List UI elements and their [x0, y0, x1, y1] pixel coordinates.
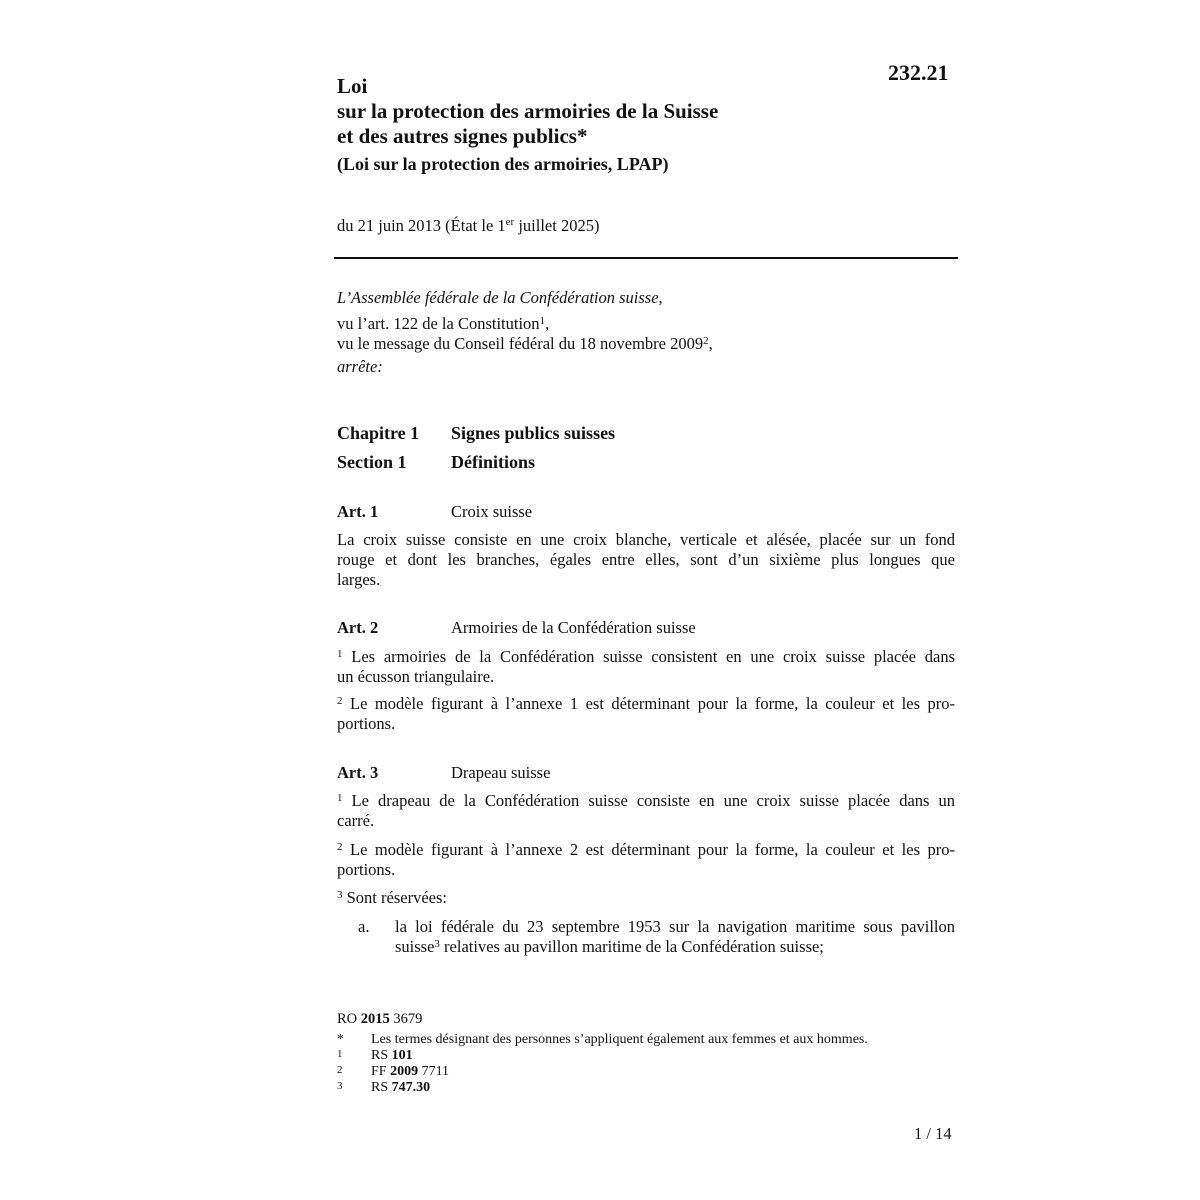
text-line: carré. — [337, 811, 375, 830]
article-paragraph — [337, 530, 955, 590]
paragraph-text: Le drapeau de la Confédération suisse consiste en une croix suisse placée dans un — [342, 791, 955, 810]
footnote-mark: * — [337, 1032, 344, 1047]
text-line — [337, 647, 955, 667]
ro-text: RO — [337, 1011, 361, 1027]
footnote-mark: 3 — [337, 1080, 343, 1092]
article-paragraph — [337, 888, 955, 908]
short-title: (Loi sur la protection des armoiries, LPAP) — [337, 154, 669, 174]
text-line: rouge et dont les branches, égales entre elles, sont d’un sixième plus longues que — [337, 550, 955, 569]
footnote-text-part: 7711 — [418, 1064, 450, 1079]
footnote-text — [371, 1064, 449, 1080]
ro-reference — [337, 1011, 422, 1028]
page-number: 1 / 14 — [914, 1124, 952, 1143]
paragraph-number: 1 — [337, 792, 343, 804]
sr-number: 232.21 — [888, 60, 949, 85]
date-superscript: er — [505, 216, 515, 228]
text-line — [337, 888, 955, 908]
law-title — [337, 74, 857, 149]
article-paragraph — [337, 694, 955, 734]
paragraph-number: 2 — [337, 695, 343, 707]
text-line: larges. — [337, 570, 381, 589]
footnote-text — [371, 1048, 413, 1064]
preamble-text: vu l’art. 122 de la Constitution — [337, 314, 540, 333]
footnote-bold[interactable]: 747.30 — [391, 1080, 431, 1095]
text-line: La croix suisse consiste en une croix blanche, verticale et alésée, placée sur un fond — [337, 530, 955, 549]
footnote-text — [371, 1032, 868, 1048]
article-title: Croix suisse — [451, 502, 533, 521]
paragraph-text: Les armoiries de la Confédération suisse consistent en une croix suisse placée dans — [342, 647, 955, 666]
date-text-end: juillet 2025) — [514, 216, 600, 235]
list-item-body — [395, 917, 955, 957]
footnote-ref[interactable]: 2 — [703, 335, 709, 347]
date-text: du 21 juin 2013 (État le 1 — [337, 216, 506, 235]
footnote-text-part: RS — [371, 1080, 392, 1095]
article-number: Art. 1 — [337, 502, 379, 521]
list-marker: a. — [358, 917, 370, 936]
ro-text: 3679 — [389, 1011, 423, 1027]
title-line: Loi — [337, 74, 368, 98]
text-line — [337, 840, 955, 860]
date-line — [337, 216, 599, 236]
preamble-text: vu le message du Conseil fédéral du 18 novembre 2009 — [337, 334, 704, 353]
text-line — [395, 937, 955, 957]
paragraph-number: 1 — [337, 648, 343, 660]
text-line: portions. — [337, 714, 396, 733]
chapter-title: Signes publics suisses — [451, 423, 616, 443]
text-line — [337, 791, 955, 811]
footnote-ref[interactable]: 3 — [434, 938, 440, 950]
preamble-line — [337, 314, 713, 334]
article-paragraph — [337, 840, 955, 880]
preamble — [337, 288, 713, 377]
header-divider — [334, 257, 958, 259]
article-heading — [337, 763, 550, 783]
text-line: un écusson triangulaire. — [337, 667, 495, 686]
preamble-line — [337, 334, 713, 354]
paragraph-text: Le modèle figurant à l’annexe 2 est déterminant pour la forme, la couleur et les pro- — [342, 840, 955, 859]
preamble-decree: arrête: — [337, 357, 383, 376]
preamble-assembly: L’Assemblée fédérale de la Confédération suisse, — [337, 288, 663, 307]
paragraph-text: Le modèle figurant à l’annexe 1 est déterminant pour la forme, la couleur et les pro- — [342, 694, 955, 713]
article-title: Drapeau suisse — [451, 763, 551, 782]
footnote-bold[interactable]: 2009 — [390, 1064, 419, 1079]
paragraph-number: 3 — [337, 889, 343, 901]
article-number: Art. 2 — [337, 618, 379, 637]
paragraph-text: Sont réservées: — [342, 888, 447, 907]
chapter-label: Chapitre 1 — [337, 423, 420, 443]
list-text: relatives au pavillon maritime de la Confédération suisse; — [439, 937, 824, 956]
footnote-text-part: Les termes désignant des personnes s’appliquent également aux femmes et aux hommes. — [371, 1032, 868, 1047]
text-line: portions. — [337, 860, 396, 879]
text-line — [337, 694, 955, 714]
footnote-mark: 1 — [337, 1048, 343, 1060]
footnote-ref[interactable]: 1 — [539, 315, 546, 327]
section-label: Section 1 — [337, 452, 407, 472]
title-line: et des autres signes publics* — [337, 124, 588, 148]
article-heading — [337, 618, 696, 638]
section-title: Définitions — [451, 452, 536, 472]
title-line: sur la protection des armoiries de la Suisse — [337, 99, 719, 123]
preamble-text: , — [545, 314, 550, 333]
text-line: la loi fédérale du 23 septembre 1953 sur la navigation maritime sous pavillon — [395, 917, 955, 936]
ro-year: 2015 — [360, 1011, 390, 1027]
paragraph-number: 2 — [337, 841, 343, 853]
list-text: suisse — [395, 937, 435, 956]
footnote-text-part: RS — [371, 1048, 392, 1063]
footnote-text-part: FF — [371, 1064, 391, 1079]
article-title: Armoiries de la Confédération suisse — [451, 618, 696, 637]
article-number: Art. 3 — [337, 763, 379, 782]
article-paragraph — [337, 791, 955, 831]
preamble-text: , — [708, 334, 713, 353]
article-heading — [337, 502, 532, 522]
footnote-mark: 2 — [337, 1064, 343, 1076]
section-heading — [337, 452, 535, 473]
footnote-text — [371, 1080, 430, 1096]
chapter-heading — [337, 423, 615, 444]
article-paragraph — [337, 647, 955, 687]
footnote-bold[interactable]: 101 — [391, 1048, 413, 1063]
